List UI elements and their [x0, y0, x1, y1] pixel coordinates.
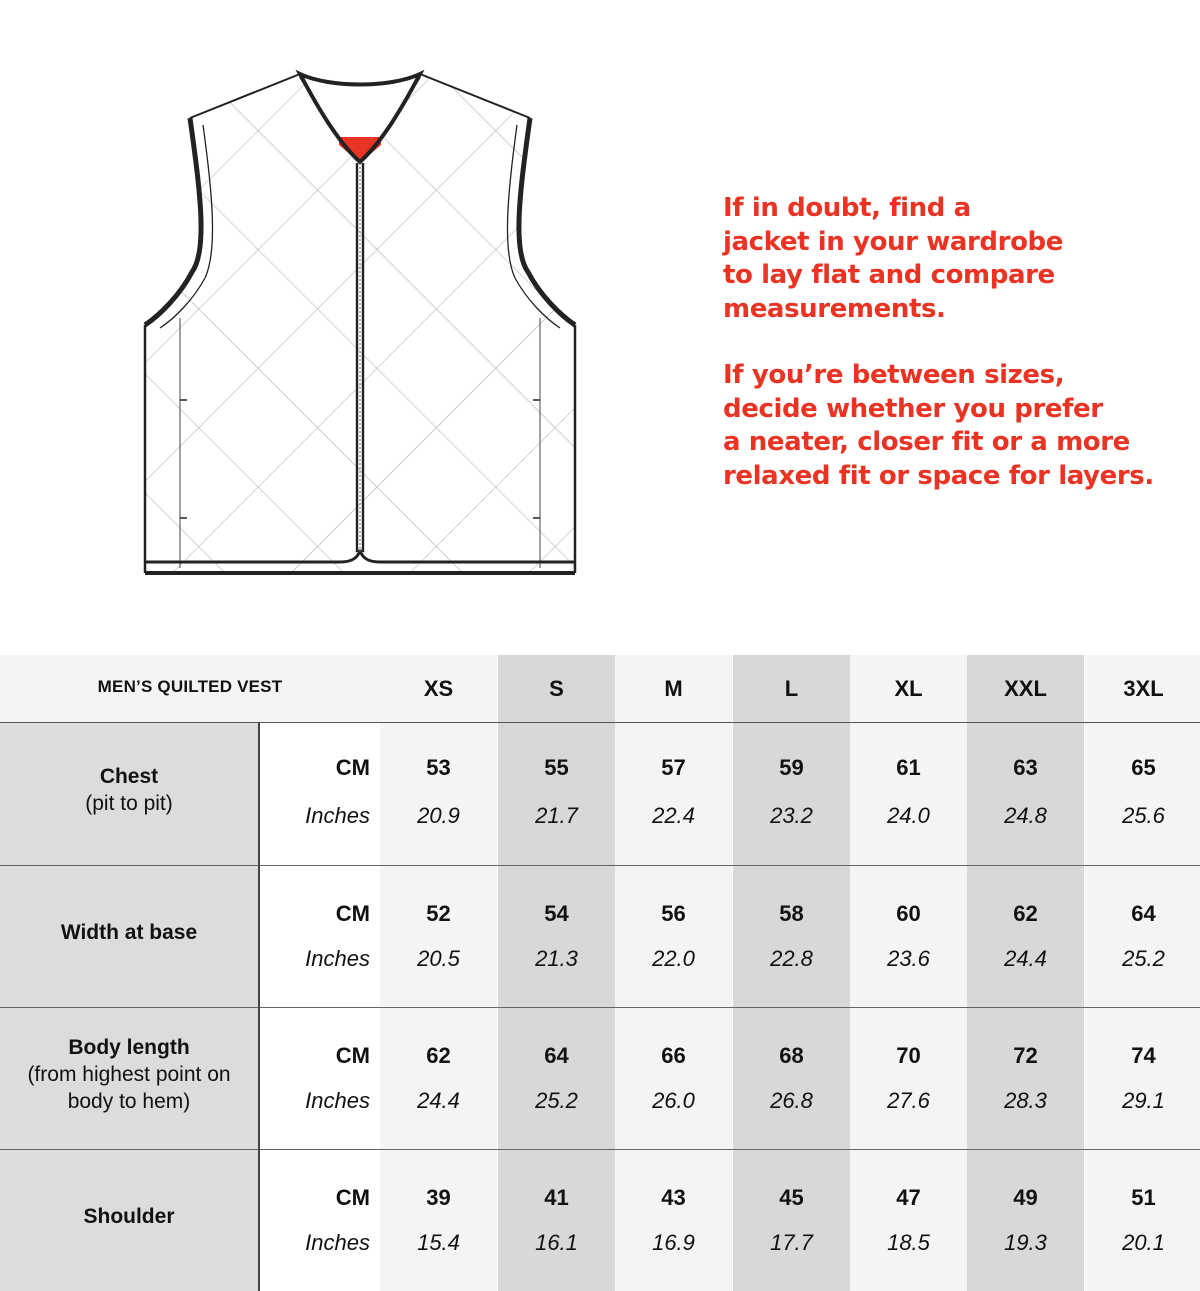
value-cm: 60: [896, 901, 921, 926]
value-inches: 21.7: [535, 803, 578, 828]
value-cm: 54: [544, 901, 569, 926]
value-cm: 63: [1013, 755, 1038, 780]
value-cm: 68: [779, 1043, 804, 1068]
value-cm: 62: [426, 1043, 451, 1068]
value-cm: 49: [1013, 1185, 1038, 1210]
value-cm: 70: [896, 1043, 921, 1068]
row-label-note: (from highest point on: [27, 1062, 231, 1086]
value-inches: 20.9: [417, 803, 460, 828]
advice-line: relaxed fit or space for layers.: [723, 460, 1154, 491]
value-cm: 72: [1013, 1043, 1038, 1068]
table-header-divider: [0, 722, 1200, 723]
row-label: [0, 763, 258, 817]
value-inches: 24.4: [417, 1088, 460, 1113]
value-inches: 22.0: [652, 946, 695, 971]
value-cm: 65: [1131, 755, 1156, 780]
value-cm: 45: [779, 1185, 804, 1210]
advice-line: If you’re between sizes,: [723, 360, 1065, 390]
value-inches: 23.2: [770, 803, 813, 828]
value-inches: 20.1: [1122, 1230, 1165, 1255]
value-inches: 26.0: [652, 1088, 695, 1113]
size-chart-table: [0, 655, 1200, 1291]
size-header-xl: XL: [894, 676, 923, 701]
unit-label-cm: CM: [335, 901, 370, 926]
advice-line: a neater, closer fit or a more: [723, 427, 1130, 457]
row-label-note: body to hem): [67, 1089, 191, 1113]
row-divider: [0, 1149, 1200, 1150]
advice-line: to lay flat and compare: [723, 260, 1055, 290]
value-cm: 57: [661, 755, 686, 780]
advice-text-between-sizes: [723, 359, 1183, 493]
unit-label-inches: Inches: [305, 1088, 370, 1113]
value-inches: 16.1: [535, 1230, 578, 1255]
value-inches: 23.6: [887, 946, 930, 971]
value-inches: 15.4: [417, 1230, 460, 1255]
value-inches: 26.8: [770, 1088, 813, 1113]
advice-line: measurements.: [723, 293, 946, 324]
value-inches: 27.6: [887, 1088, 930, 1113]
value-cm: 64: [1131, 901, 1156, 926]
value-inches: 29.1: [1122, 1088, 1165, 1113]
row-label-note: (pit to pit): [85, 792, 173, 815]
value-cm: 64: [544, 1043, 569, 1068]
value-cm: 59: [779, 755, 804, 780]
unit-label-cm: CM: [335, 755, 370, 780]
size-header-m: M: [664, 676, 683, 701]
advice-text-wardrobe: [723, 192, 1183, 326]
value-inches: 25.2: [535, 1088, 578, 1113]
row-divider: [0, 1007, 1200, 1008]
value-cm: 58: [779, 901, 804, 926]
row-divider: [0, 865, 1200, 866]
value-cm: 51: [1131, 1185, 1156, 1210]
table-title: MEN’S QUILTED VEST: [97, 677, 283, 696]
value-inches: 20.5: [417, 946, 460, 971]
row-label: [0, 1034, 258, 1115]
value-inches: 25.6: [1122, 803, 1165, 828]
unit-cell: [258, 723, 380, 865]
advice-line: If in doubt, find a: [723, 193, 971, 223]
value-inches: 24.4: [1004, 946, 1047, 971]
value-cm: 41: [544, 1185, 569, 1210]
unit-cell: [258, 1149, 380, 1291]
unit-label-cm: CM: [335, 1043, 370, 1068]
advice-line: decide whether you prefer: [723, 393, 1103, 424]
value-cm: 62: [1013, 901, 1038, 926]
value-cm: 52: [426, 901, 451, 926]
unit-label-inches: Inches: [305, 946, 370, 971]
value-cm: 47: [896, 1185, 921, 1210]
row-label: [0, 919, 258, 946]
row-label-name: Shoulder: [83, 1204, 175, 1228]
row-label: [0, 1203, 258, 1230]
size-header-3xl: 3XL: [1123, 676, 1164, 701]
size-header-xxl: XXL: [1004, 676, 1047, 701]
value-inches: 17.7: [770, 1230, 813, 1255]
value-cm: 74: [1131, 1043, 1156, 1068]
size-header-s: S: [549, 676, 564, 701]
value-inches: 22.8: [770, 946, 813, 971]
value-cm: 39: [426, 1185, 451, 1210]
row-label-name: Chest: [99, 765, 159, 788]
value-cm: 61: [896, 755, 921, 780]
value-inches: 24.8: [1004, 803, 1047, 828]
value-inches: 22.4: [652, 803, 695, 828]
value-cm: 53: [426, 755, 451, 780]
row-label-name: Width at base: [60, 920, 198, 944]
unit-label-inches: Inches: [305, 1230, 370, 1255]
row-label-name: Body length: [68, 1035, 190, 1059]
value-inches: 28.3: [1004, 1088, 1047, 1113]
value-cm: 56: [661, 901, 686, 926]
unit-cell: [258, 1007, 380, 1149]
value-inches: 24.0: [887, 803, 930, 828]
unit-label-cm: CM: [335, 1185, 370, 1210]
value-inches: 21.3: [535, 946, 578, 971]
size-header-xs: XS: [423, 676, 454, 701]
value-inches: 18.5: [887, 1230, 930, 1255]
value-cm: 43: [661, 1185, 686, 1210]
value-cm: 55: [544, 755, 569, 780]
unit-label-inches: Inches: [305, 803, 370, 828]
value-inches: 19.3: [1004, 1230, 1047, 1255]
unit-cell: [258, 865, 380, 1007]
value-inches: 25.2: [1122, 946, 1165, 971]
quilted-vest-illustration: [0, 0, 720, 620]
advice-line: jacket in your wardrobe: [723, 226, 1063, 257]
value-inches: 16.9: [652, 1230, 695, 1255]
value-cm: 66: [661, 1043, 686, 1068]
size-header-l: L: [784, 676, 799, 701]
